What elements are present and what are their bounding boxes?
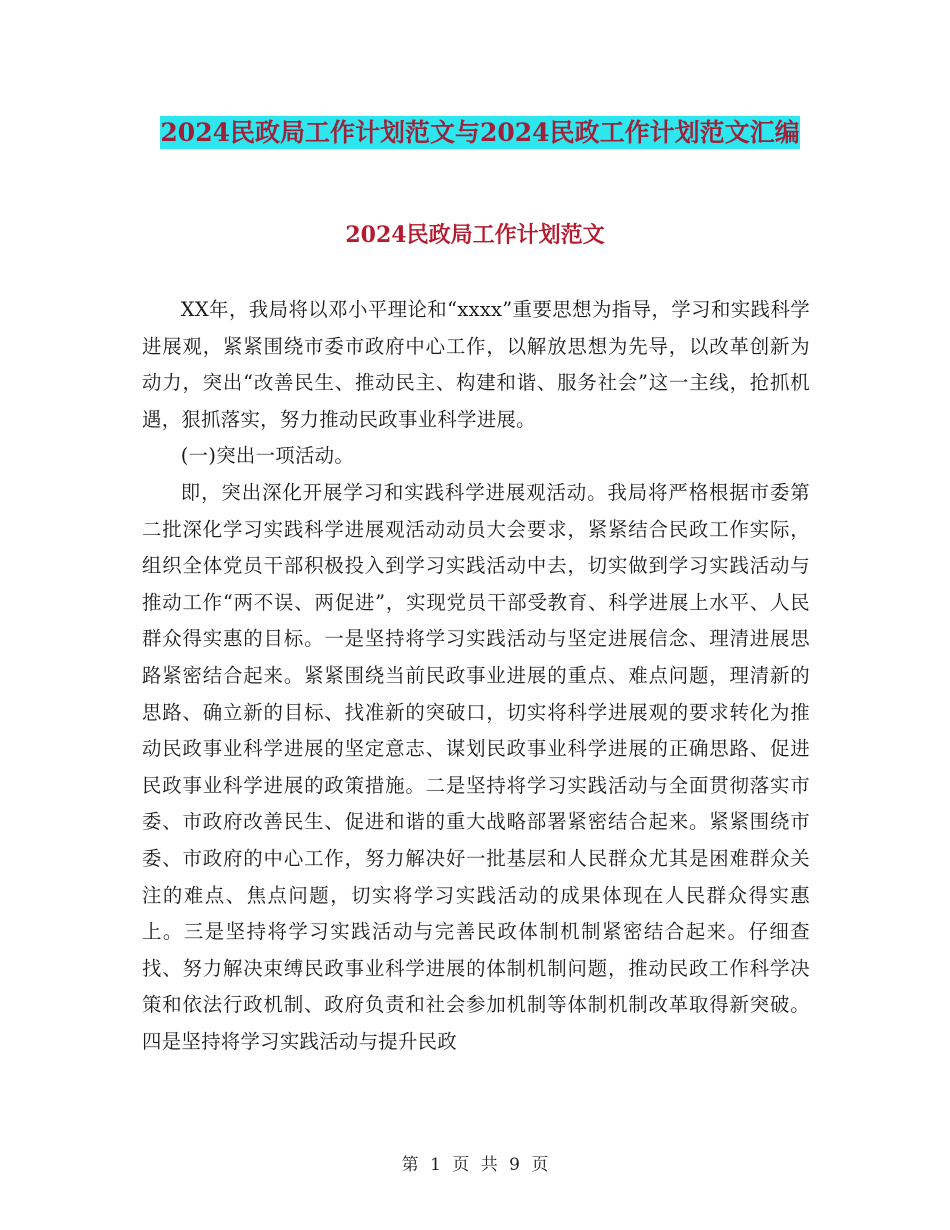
document-title: [140, 110, 820, 156]
footer-total-label: 共: [480, 1155, 498, 1175]
footer-suffix: 页: [531, 1155, 549, 1175]
paragraph-intro: XX年，我局将以邓小平理论和“xxxx”重要思想为指导，学习和实践科学进展观，紧紧围绕市委市政府中心工作，以解放思想为先导，以改革创新为动力，突出“改善民生、推动民主、构建和谐、服务社会”这一主线，抢抓机遇，狠抓落实，努力推动民政事业科学进展。: [142, 298, 810, 431]
paragraph-heading-one: (一)突出一项活动。: [180, 444, 355, 468]
section-title: 2024民政局工作计划范文: [345, 222, 605, 248]
page-footer: [0, 1153, 950, 1177]
document-body: [142, 292, 810, 1060]
paragraph-activity: 即，突出深化开展学习和实践科学进展观活动。我局将严格根据市委第二批深化学习实践科学进展观活动动员大会要求，紧紧结合民政工作实际，组织全体党员干部积极投入到学习实践活动中去，切实做到学习实践活动与推动工作“两不误、两促进”，实现党员干部受教育、科学进展上水平、人民群众得实惠的目标。一是坚持将学习实践活动与坚定进展信念、理清进展思路紧密结合起来。紧紧围绕当前民政事业进展的重点、难点问题，理清新的思路、确立新的目标、找准新的突破口，切实将科学进展观的要求转化为推动民政事业科学进展的坚定意志、谋划民政事业科学进展的正确思路、促进民政事业科学进展的政策措施。二是坚持将学习实践活动与全面贯彻落实市委、市政府改善民生、促进和谐的重大战略部署紧密结合起来。紧紧围绕市委、市政府的中心工作，努力解决好一批基层和人民群众尤其是困难群众关注的难点、焦点问题，切实将学习实践活动的成果体现在人民群众得实惠上。三是坚持将学习实践活动与完善民政体制机制紧密结合起来。仔细查找、努力解决束缚民政事业科学进展的体制机制问题，推动民政工作科学决策和依法行政机制、政府负责和社会参加机制等体制机制改革取得新突破。四是坚持将学习实践活动与提升民政: [142, 480, 810, 1053]
footer-prefix: 第: [401, 1155, 419, 1175]
document-title-text: 2024民政局工作计划范文与2024民政工作计划范文汇编: [160, 118, 800, 147]
footer-page-label: 页: [452, 1155, 470, 1175]
footer-current-page: 1: [430, 1155, 441, 1175]
footer-total-pages: 9: [509, 1155, 520, 1175]
